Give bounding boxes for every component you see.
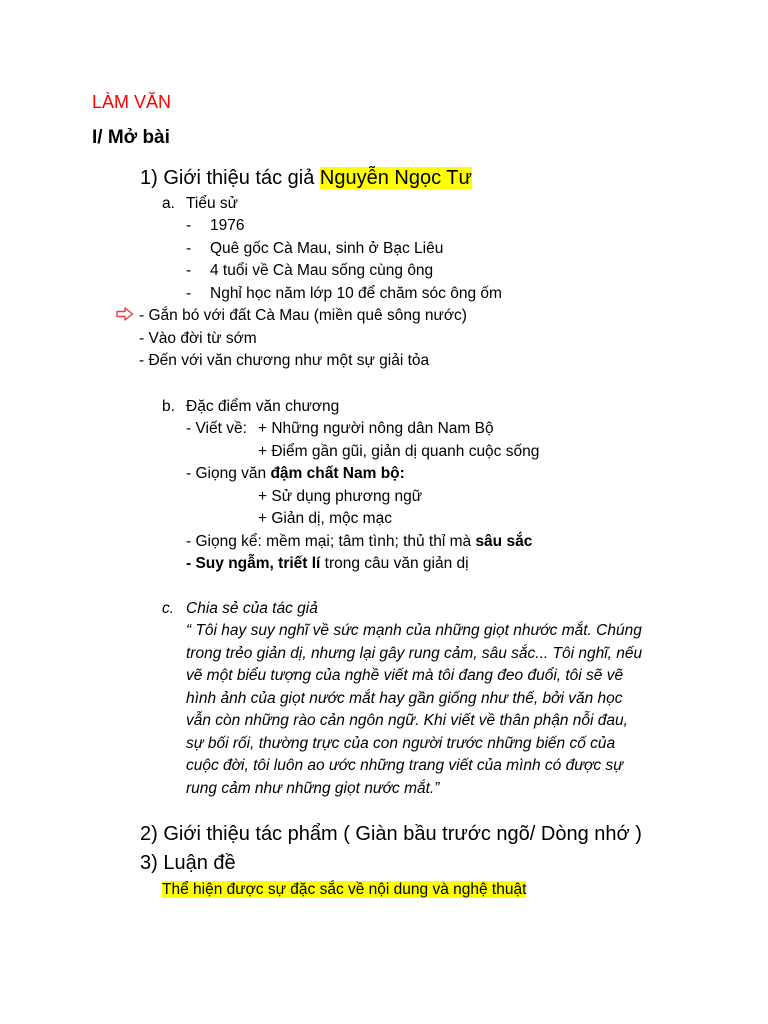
suy-ngam-line: - Suy ngẫm, triết lí trong câu văn giản dị xyxy=(186,555,469,572)
list-item: - 1976 xyxy=(186,217,245,234)
viet-ve-prefix: - Viết về: xyxy=(186,420,247,437)
item-3-heading: 3) Luận đề xyxy=(140,852,236,874)
giong-ke-line: - Giọng kể: mềm mại; tâm tình; thủ thỉ mà sâu sắc xyxy=(186,533,533,550)
list-item: + Điểm gần gũi, giản dị quanh cuộc sống xyxy=(258,443,540,460)
conclusion-line: - Đến với văn chương như một sự giải tỏa xyxy=(139,352,430,369)
list-item: + Sử dụng phương ngữ xyxy=(258,488,423,505)
marker-b: b. xyxy=(162,398,175,415)
quote-line: hình ảnh của giọt nước mắt hay gần giống như thế, bởi văn học xyxy=(186,690,623,707)
quote-line: sự bối rối, thường trực của con người trước những biến cố của xyxy=(186,735,616,752)
subheading-b-label: Đặc điểm văn chương xyxy=(186,398,340,415)
item-1-number: 1) xyxy=(140,167,158,189)
item-2-heading: 2) Giới thiệu tác phẩm ( Giàn bầu trước ngõ/ Dòng nhớ ) xyxy=(140,823,642,845)
conclusion-line: - Gắn bó với đất Cà Mau (miền quê sông nước) xyxy=(139,307,467,324)
marker-c: c. xyxy=(162,600,175,617)
document-title: LÀM VĂN xyxy=(92,92,172,112)
list-item: + Giản dị, mộc mạc xyxy=(258,510,392,527)
section-heading: I/ Mở bài xyxy=(92,127,170,148)
list-item: - Nghỉ học năm lớp 10 để chăm sóc ông ốm xyxy=(186,285,502,302)
subheading-a-label: Tiểu sử xyxy=(186,195,239,212)
subheading-b xyxy=(162,397,339,417)
quote-line: vẫn còn những rào cản ngôn ngữ. Khi viết về thân phận nỗi đau, xyxy=(186,712,628,729)
marker-a: a. xyxy=(162,195,175,212)
subheading-c xyxy=(162,599,318,619)
suy-ngam-bold: - Suy ngẫm, triết lí xyxy=(186,555,321,572)
quote-line: rung cảm như những giọt nước mắt.” xyxy=(186,780,440,797)
list-item: - Quê gốc Cà Mau, sinh ở Bạc Liêu xyxy=(186,240,444,257)
subheading-c-label: Chia sẻ của tác giả xyxy=(186,600,318,617)
item-1-text: Giới thiệu tác giả xyxy=(163,167,315,189)
quote-line: “ Tôi hay suy nghĩ về sức mạnh của những giọt nhước mắt. Chúng xyxy=(186,622,642,639)
arrow-outline-icon xyxy=(116,307,134,321)
giong-van-line: - Giọng văn đậm chất Nam bộ: xyxy=(186,465,405,482)
quote-line: cuộc đời, tôi luôn ao ước những trang viết của mình có được sự xyxy=(186,757,624,774)
quote-line: vẽ một biểu tượng của nghề viết mà tôi đang đeo đuổi, tôi sẽ vẽ xyxy=(186,667,624,684)
giong-ke-bold: sâu sắc xyxy=(475,533,533,550)
list-item: - 4 tuổi về Cà Mau sống cùng ông xyxy=(186,262,434,279)
quote-line: trong trẻo giản dị, nhưng lại gây rung cảm, sâu sắc... Tôi nghĩ, nếu xyxy=(186,645,643,662)
item-1-heading xyxy=(140,168,472,188)
list-item: + Những người nông dân Nam Bộ xyxy=(258,420,494,437)
thesis-highlight xyxy=(162,880,526,900)
author-name-highlight: Nguyễn Ngọc Tư xyxy=(319,167,472,189)
conclusion-line: - Vào đời từ sớm xyxy=(139,330,257,347)
thesis-text: Thể hiện được sự đặc sắc về nội dung và nghệ thuật xyxy=(162,881,527,898)
giong-van-bold: đậm chất Nam bộ: xyxy=(270,465,405,482)
subheading-a xyxy=(162,194,238,214)
